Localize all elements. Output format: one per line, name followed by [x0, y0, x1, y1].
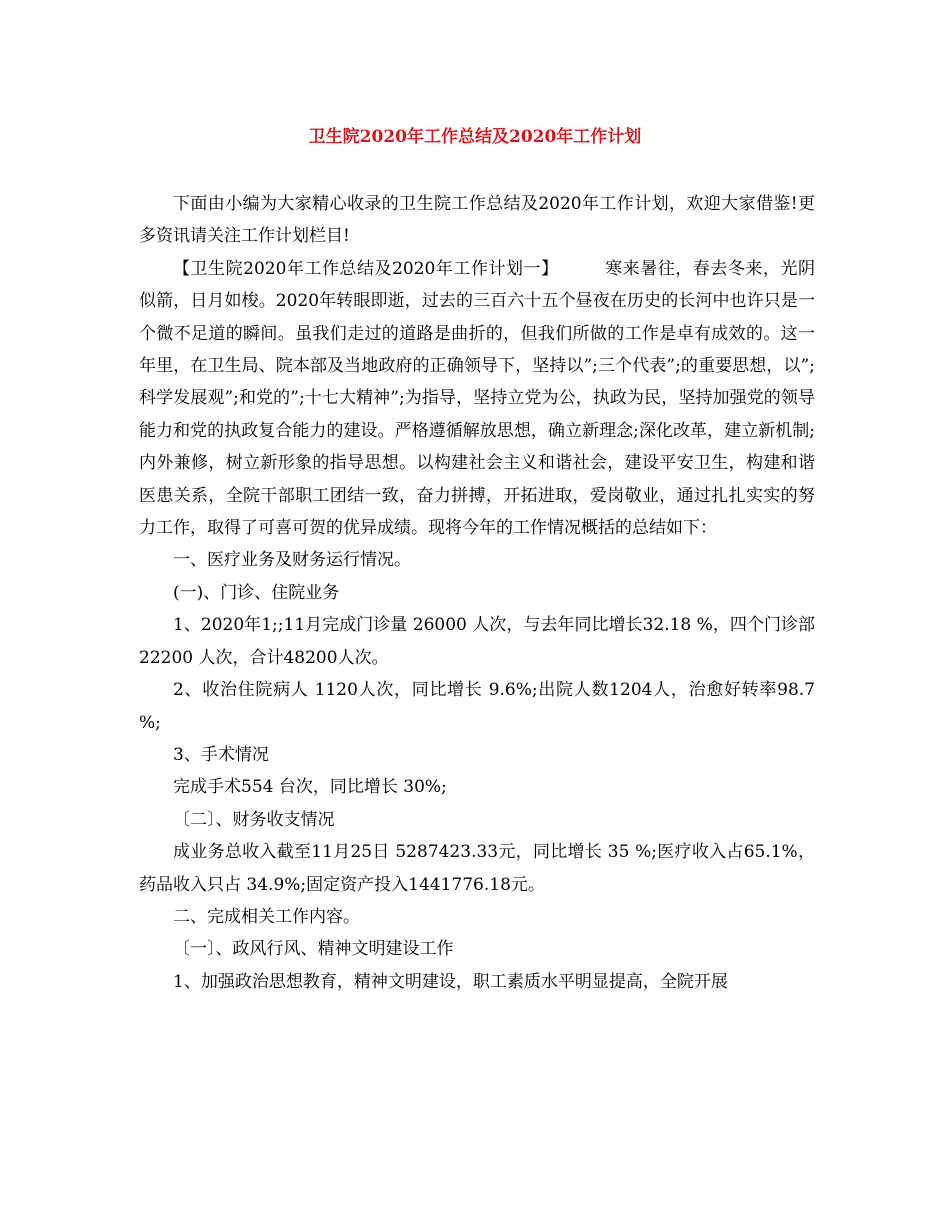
finance-item: 成业务总收入截至11月25日 5287423.33元，同比增长 35 %;医疗收入占65.1%，药品收入只占 34.9%;固定资产投入1441776.18元。	[139, 842, 815, 895]
surgery-item: 完成手术554 台次，同比增长 30%;	[173, 777, 447, 798]
surgery-heading: 3、手术情况	[173, 744, 269, 765]
subsection-heading-1: (一)、门诊、住院业务	[173, 582, 340, 603]
intro-paragraph: 下面由小编为大家精心收录的卫生院工作总结及2020年工作计划，欢迎大家借鉴!更多资讯请关注工作计划栏目!	[139, 194, 815, 247]
section-heading-1: 一、医疗业务及财务运行情况。	[173, 550, 411, 571]
plan-one-paragraph	[139, 253, 815, 545]
finance-heading: 〔二〕、财务收支情况	[173, 809, 335, 830]
subsection-heading-2: 〔一〕、政风行风、精神文明建设工作	[173, 939, 454, 960]
document-title: 卫生院2020年工作总结及2020年工作计划	[308, 127, 642, 147]
document-body	[139, 188, 815, 998]
section-heading-2: 二、完成相关工作内容。	[173, 906, 360, 927]
inpatient-item: 2、收治住院病人 1120人次，同比增长 9.6%;出院人数1204人，治愈好转率98.7 %;	[139, 680, 815, 733]
plan-one-text: 寒来暑往，春去冬来，光阴似箭，日月如梭。2020年转眼即逝，过去的三百六十五个昼夜在历史的长河中也许只是一个微不足道的瞬间。虽我们走过的道路是曲折的，但我们所做的工作是卓有成效的。这一年里，在卫生局、院本部及当地政府的正确领导下，坚持以”;三个代表”;的重要思想，以”;科学发展观”;和党的”;十七大精神”;为指导，坚持立党为公，执政为民，坚持加强党的领导能力和党的执政复合能力的建设。严格遵循解放思想，确立新理念;深化改革，建立新机制;内外兼修，树立新形象的指导思想。以构建社会主义和谐社会，建设平安卫生，构建和谐医患关系，全院干部职工团结一致，奋力拼搏，开拓进取，爱岗敬业，通过扎扎实实的努力工作，取得了可喜可贺的优异成绩。现将今年的工作情况概括的总结如下：	[139, 258, 815, 539]
outpatient-item: 1、2020年1;;11月完成门诊量 26000 人次，与去年同比增长32.18 %，四个门诊部 22200 人次，合计48200人次。	[139, 615, 815, 668]
education-item: 1、加强政治思想教育，精神文明建设，职工素质水平明显提高，全院开展	[173, 971, 728, 992]
section-heading: 【卫生院2020年工作总结及2020年工作计划一】	[173, 258, 559, 279]
